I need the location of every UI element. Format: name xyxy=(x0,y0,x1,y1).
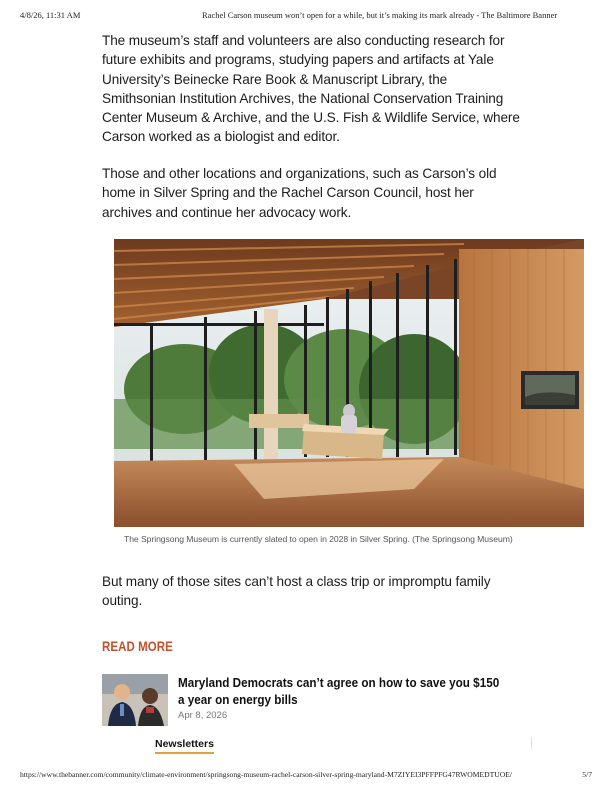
museum-rendering-image xyxy=(114,239,584,527)
print-page-title: Rachel Carson museum won’t open for a while, but it’s making its mark already - The Baltimore Banner xyxy=(202,10,558,20)
read-more-date: Apr 8, 2026 xyxy=(178,710,228,721)
figure-caption: The Springsong Museum is currently slated to open in 2028 in Silver Spring. (The Springsong Museum) xyxy=(124,534,513,544)
article-paragraph: The museum’s staff and volunteers are also conducting research for future exhibits and programs, studying papers and artifacts at Yale University’s Beinecke Rare Book & Manuscript Library, the Smithsonian Institution Archives, the National Conservation Training Center Museum & Archive, and the U.S. Fish & Wildlife Service, where Carson worked as a biologist and editor. xyxy=(102,33,520,145)
read-more-article-link[interactable] xyxy=(102,674,522,726)
article-paragraph: Those and other locations and organizations, such as Carson’s old home in Silver Spring and the Rachel Carson Council, host her archives and continue her advocacy work. xyxy=(102,166,497,220)
print-url: https://www.thebanner.com/community/climate-environment/springsong-museum-rachel-carson-silver-spring-maryland-M7ZIYEI3PFFPFG47RWOMEDTUOE/ xyxy=(20,770,513,779)
read-more-headline[interactable]: Maryland Democrats can’t agree on how to save you $150 a year on energy bills xyxy=(178,675,500,707)
read-more-heading: READ MORE xyxy=(102,638,173,654)
read-more-thumbnail[interactable] xyxy=(102,674,168,726)
print-datetime: 4/8/26, 11:31 AM xyxy=(20,10,81,20)
article-paragraph: But many of those sites can’t host a class trip or impromptu family outing. xyxy=(102,574,491,609)
newsletters-tab[interactable]: Newsletters xyxy=(155,738,214,754)
divider xyxy=(531,737,532,749)
page-number: 5/7 xyxy=(582,770,592,779)
